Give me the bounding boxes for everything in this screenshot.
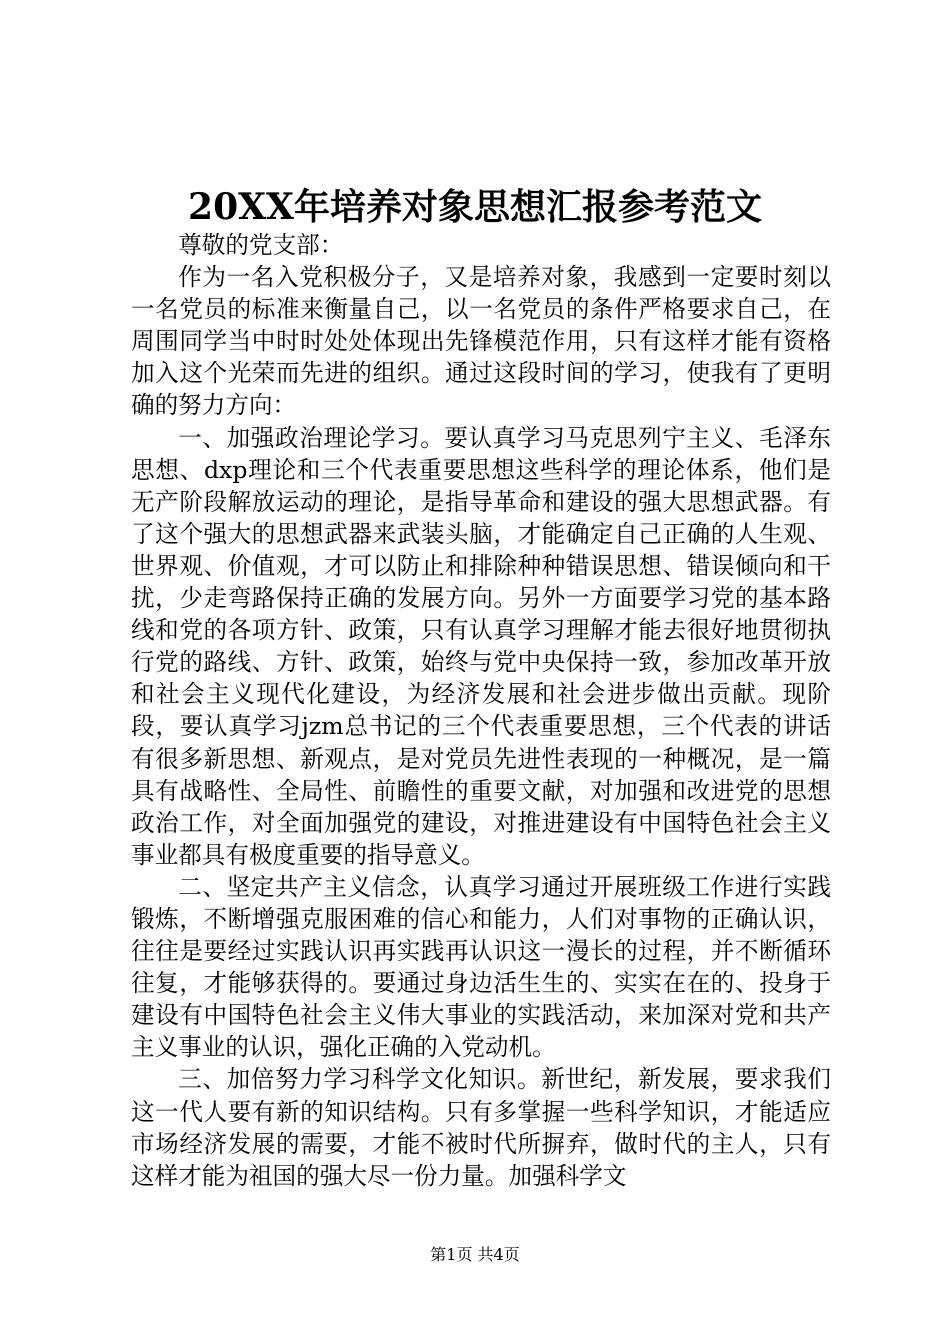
page-number-footer: 第1页 共4页 bbox=[430, 1245, 520, 1264]
paragraph-section-1: 一、加强政治理论学习。要认真学习马克思列宁主义、毛泽东思想、dxp理论和三个代表重要思想这些科学的理论体系，他们是无产阶段解放运动的理论，是指导革命和建设的强大思想武器。有了这个强大的思想武器来武装头脑，才能确定自己正确的人生观、世界观、价值观，才可以防止和排除种种错误思想、错误倾向和干扰，少走弯路保持正确的发展方向。另外一方面要学习党的基本路线和党的各项方针、政策，只有认真学习理解才能去很好地贯彻执行党的路线、方针、政策，始终与党中央保持一致，参加改革开放和社会主义现代化建设，为经济发展和社会进步做出贡献。现阶段，要认真学习jzm总书记的三个代表重要思想，三个代表的讲话有很多新思想、新观点，是对党员先进性表现的一种概况，是一篇具有战略性、全局性、前瞻性的重要文献，对加强和改进党的思想政治工作，对全面加强党的建设，对推进建设有中国特色社会主义事业都具有极度重要的指导意义。 bbox=[131, 423, 831, 869]
paragraph-section-3: 三、加倍努力学习科学文化知识。新世纪，新发展，要求我们这一代人要有新的知识结构。只有多掌握一些科学知识，才能适应市场经济发展的需要，才能不被时代所摒弃，做时代的主人，只有这样才能为祖国的强大尽一份力量。加强科学文 bbox=[131, 1065, 831, 1190]
paragraph-section-2: 二、坚定共产主义信念，认真学习通过开展班级工作进行实践锻炼，不断增强克服困难的信心和能力，人们对事物的正确认识，往往是要经过实践认识再实践再认识这一漫长的过程，并不断循环往复，才能够获得的。要通过身边活生生的、实实在在的、投身于建设有中国特色社会主义伟大事业的实践活动，来加深对党和共产主义事业的认识，强化正确的入党动机。 bbox=[131, 872, 831, 1062]
document-title: 20XX年培养对象思想汇报参考范文 bbox=[188, 186, 762, 228]
salutation: 尊敬的党支部： bbox=[178, 231, 344, 259]
paragraph-intro: 作为一名入党积极分子，又是培养对象，我感到一定要时刻以一名党员的标准来衡量自己，以一名党员的条件严格要求自己，在周围同学当中时时处处体现出先锋模范作用，只有这样才能有资格加入这个光荣而先进的组织。通过这段时间的学习，使我有了更明确的努力方向： bbox=[131, 263, 831, 420]
document-body bbox=[131, 229, 831, 1192]
